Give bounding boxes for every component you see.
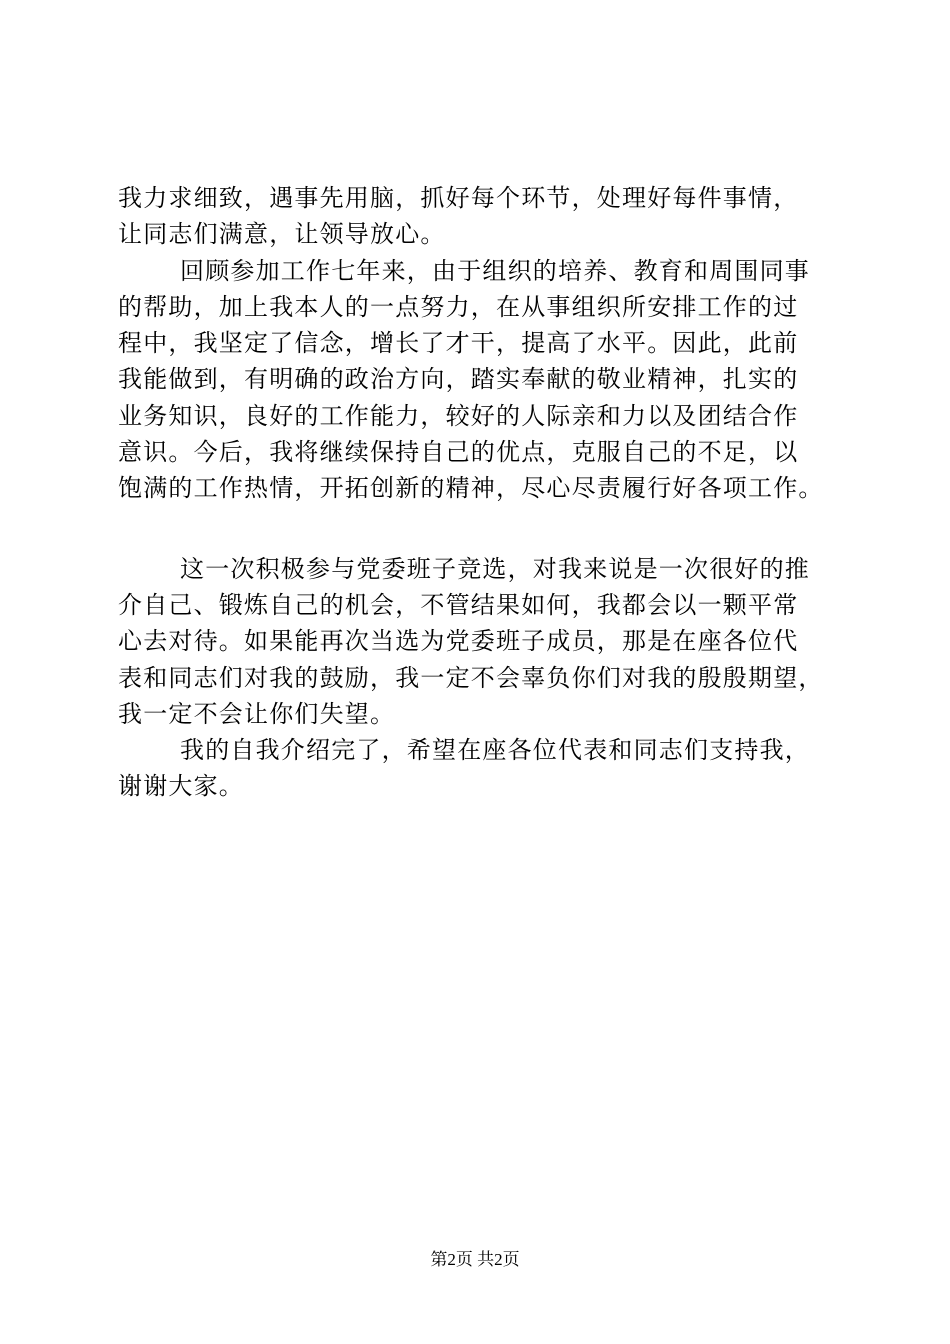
text-line: 的帮助，加上我本人的一点努力，在从事组织所安排工作的过 (118, 292, 799, 321)
text-line: 我的自我介绍完了，希望在座各位代表和同志们支持我， (180, 736, 810, 765)
text-line: 表和同志们对我的鼓励，我一定不会辜负你们对我的殷殷期望， (118, 663, 824, 692)
text-line: 这一次积极参与党委班子竞选，对我来说是一次很好的推 (180, 554, 810, 583)
document-body (118, 180, 858, 805)
text-line: 饱满的工作热情，开拓创新的精神，尽心尽责履行好各项工作。 (118, 474, 824, 503)
text-line: 意识。今后，我将继续保持自己的优点，克服自己的不足，以 (118, 438, 799, 467)
text-line: 心去对待。如果能再次当选为党委班子成员，那是在座各位代 (118, 627, 799, 656)
paragraph-spacer (118, 507, 858, 551)
text-line: 程中，我坚定了信念，增长了才干，提高了水平。因此，此前 (118, 329, 799, 358)
paragraph (118, 551, 858, 732)
text-line: 介自己、锻炼自己的机会，不管结果如何，我都会以一颗平常 (118, 590, 799, 619)
text-line: 我一定不会让你们失望。 (118, 699, 396, 728)
text-line: 我能做到，有明确的政治方向，踏实奉献的敬业精神，扎实的 (118, 365, 799, 394)
text-line: 回顾参加工作七年来，由于组织的培养、教育和周围同事 (180, 256, 810, 285)
text-line: 我力求细致，遇事先用脑，抓好每个环节，处理好每件事情， (118, 184, 799, 212)
text-line: 业务知识，良好的工作能力，较好的人际亲和力以及团结合作 (118, 401, 799, 430)
paragraph (118, 180, 858, 253)
page-number-footer: 第2页 共2页 (430, 1250, 520, 1269)
paragraph (118, 253, 858, 507)
text-line: 谢谢大家。 (118, 772, 244, 801)
text-line: 让同志们满意，让领导放心。 (118, 220, 446, 249)
paragraph (118, 732, 858, 805)
